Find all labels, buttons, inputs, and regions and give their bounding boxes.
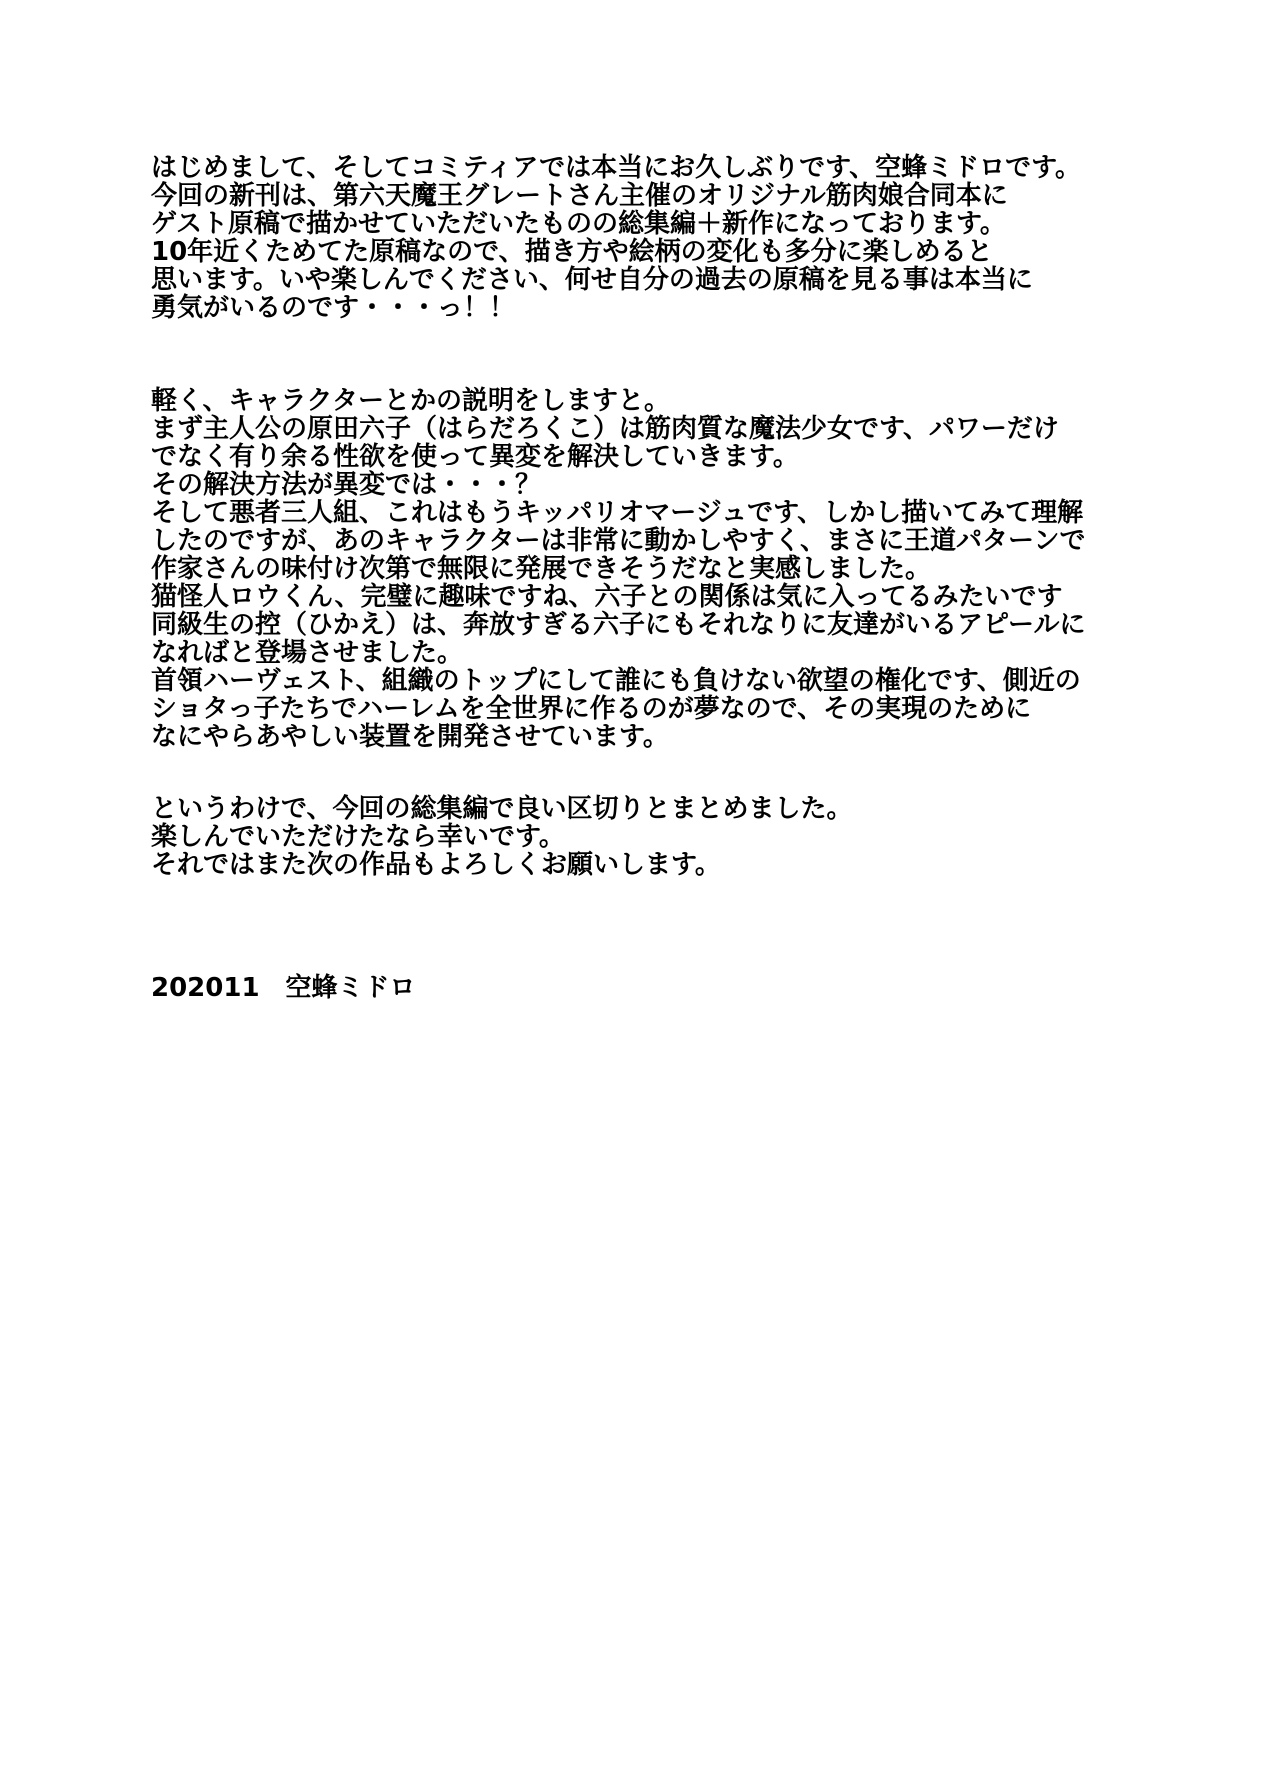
text-line: それではまた次の作品もよろしくお願いします。 — [151, 850, 721, 880]
text-line: そして悪者三人組、これはもうキッパリオマージュです、しかし描いてみて理解 — [151, 498, 1084, 528]
text-line: 勇気がいるのです・・・っ！！ — [151, 293, 516, 323]
text-line: 思います。いや楽しんでください、何せ自分の過去の原稿を見る事は本当に — [151, 265, 1033, 295]
text-line: 今回の新刊は、第六天魔王グレートさん主催のオリジナル筋肉娘合同本に — [151, 181, 1008, 211]
text-line: 作家さんの味付け次第で無限に発展できそうだなと実感しました。 — [151, 554, 932, 584]
text-line: なにやらあやしい装置を開発させています。 — [151, 722, 669, 752]
text-line: というわけで、今回の総集編で良い区切りとまとめました。 — [151, 794, 853, 824]
closing-paragraph — [151, 795, 1161, 879]
text-line: 10年近くためてた原稿なので、描き方や絵柄の変化も多分に楽しめると — [151, 237, 993, 267]
text-line: 首領ハーヴェスト、組織のトップにして誰にも負けない欲望の権化です、側近の — [151, 666, 1081, 696]
text-line: 同級生の控（ひかえ）は、奔放すぎる六子にもそれなりに友達がいるアピールに — [151, 610, 1086, 640]
text-line: ショタっ子たちでハーレムを全世界に作るのが夢なので、その実現のために — [151, 694, 1032, 724]
signature — [151, 974, 1161, 1002]
text-line: 楽しんでいただけたなら幸いです。 — [151, 822, 565, 852]
text-line: ゲスト原稿で描かせていただいたものの総集編＋新作になっております。 — [151, 209, 1006, 239]
text-line: 軽く、キャラクターとかの説明をしますと。 — [151, 386, 670, 416]
text-line: その解決方法が異変では・・・？ — [151, 470, 542, 500]
text-line: したのですが、あのキャラクターは非常に動かしやすく、まさに王道パターンで — [151, 526, 1086, 556]
character-notes-paragraph — [151, 387, 1161, 751]
greeting-paragraph — [151, 154, 1161, 322]
text-line: 猫怪人ロウくん、完璧に趣味ですね、六子との関係は気に入ってるみたいです — [151, 582, 1063, 612]
text-line: なればと登場させました。 — [151, 638, 464, 668]
date-and-author: 202011 空蜂ミドロ — [151, 973, 416, 1003]
text-line: まず主人公の原田六子（はらだろくこ）は筋肉質な魔法少女です、パワーだけ — [151, 414, 1059, 444]
text-line: はじめまして、そしてコミティアでは本当にお久しぶりです、空蜂ミドロです。 — [151, 153, 1082, 183]
text-line: でなく有り余る性欲を使って異変を解決していきます。 — [151, 442, 799, 472]
